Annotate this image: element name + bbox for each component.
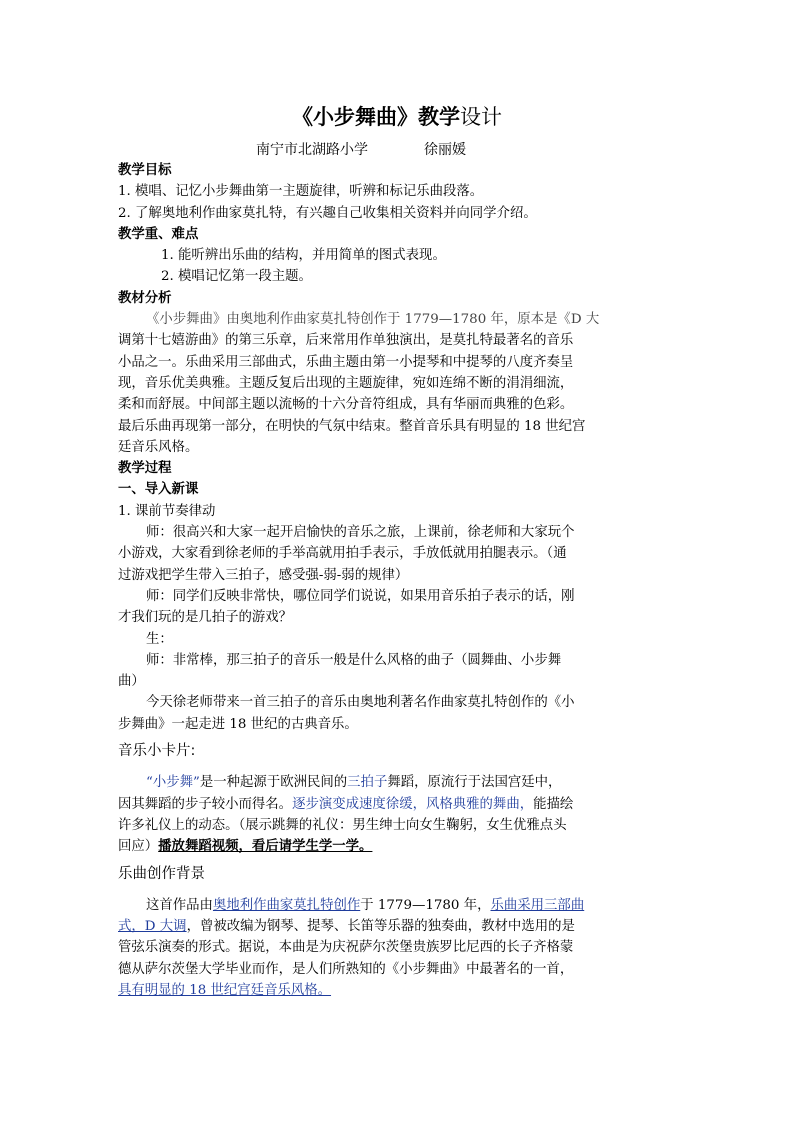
author-name: 徐丽媛 (424, 142, 466, 158)
background-link: 乐曲采用三部曲 (490, 897, 585, 913)
background-heading: 乐曲创作背景 (118, 865, 205, 882)
key-item-1: 1. 能听辨出乐曲的结构，并用简单的图式表现。 (161, 248, 446, 264)
analysis-line: 调第十七嬉游曲》的第三乐章，后来常用作单独演出，是莫扎特最著名的音乐 (118, 333, 574, 349)
background-text: ，曾被改编为钢琴、提琴、长笛等乐器的独奏曲，教材中选用的是 (186, 919, 575, 935)
process-paragraph: 曲） (118, 674, 145, 690)
process-heading: 教学过程 (118, 461, 172, 477)
author-school: 南宁市北湖路小学 (256, 142, 368, 158)
key-item-2: 2. 模唱记忆第一段主题。 (161, 269, 312, 285)
document-body (118, 160, 673, 1001)
title-regular-part: 设计 (460, 105, 502, 129)
card-text: 舞蹈，原流行于法国宫廷中， (387, 775, 562, 791)
title-bold-part: 《小步舞曲》教学 (292, 105, 460, 129)
process-paragraph: 小游戏，大家看到徐老师的手举高就用拍手表示，手放低就用拍腿表示。（通 (118, 546, 567, 562)
spacer (118, 762, 673, 772)
card-term: “小步舞” (146, 775, 200, 791)
background-line (118, 980, 673, 1001)
card-text: 是一种起源于欧洲民间的 (199, 775, 348, 791)
goal-item-2: 2. 了解奥地利作曲家莫扎特，有兴趣自己收集相关资料并向同学介绍。 (118, 205, 537, 221)
card-text: 因其舞蹈的步子较小而得名。 (118, 796, 293, 812)
analysis-heading: 教材分析 (118, 290, 172, 306)
page-title (0, 101, 794, 131)
card-text: 回应） (118, 839, 159, 855)
card-line (118, 836, 673, 857)
card-line (118, 794, 673, 815)
background-text: 于 1779—1780 年， (360, 897, 491, 913)
process-paragraph: 师：同学们反映非常快，哪位同学们说说，如果用音乐拍子表示的话，刚 (146, 588, 575, 604)
process-subheading: 一、导入新课 (118, 482, 199, 498)
background-line: 德从萨尔茨堡大学毕业而作，是人们所熟知的《小步舞曲》中最著名的一首， (118, 961, 574, 977)
analysis-line: 廷音乐风格。 (118, 439, 199, 455)
process-paragraph: 步舞曲》一起走进 18 世纪的古典音乐。 (118, 716, 358, 732)
process-paragraph: 生： (146, 631, 173, 647)
card-emphasis: 播放舞蹈视频，看后请学生学一学。 (158, 838, 373, 855)
process-paragraph: 师：非常棒，那三拍子的音乐一般是什么风格的曲子（圆舞曲、小步舞 (146, 652, 562, 668)
card-heading: 音乐小卡片: (118, 743, 196, 760)
process-paragraph: 过游戏把学生带入三拍子，感受强-弱-弱的规律） (118, 567, 409, 583)
process-step: 1. 课前节奏律动 (118, 503, 216, 519)
background-link: 具有明显的 18 世纪宫廷音乐风格。 (118, 982, 332, 998)
analysis-line: 《小步舞曲》由奥地利作曲家莫扎特创作于 1779—1780 年，原本是《D 大 (146, 312, 600, 328)
goal-item-1: 1. 模唱、记忆小步舞曲第一主题旋律，听辨和标记乐曲段落。 (118, 184, 484, 200)
background-line (118, 916, 673, 937)
background-link: 式，D 大调 (118, 919, 187, 935)
spacer (118, 885, 673, 895)
background-line (118, 895, 673, 916)
analysis-line: 现，音乐优美典雅。主题反复后出现的主题旋律，宛如连绵不断的涓涓细流， (118, 375, 574, 391)
goals-heading: 教学目标 (118, 163, 172, 178)
analysis-line: 小品之一。乐曲采用三部曲式，乐曲主题由第一小提琴和中提琴的八度齐奏呈 (118, 354, 574, 370)
background-link: 奥地利作曲家莫扎特创作 (212, 897, 361, 913)
background-line: 管弦乐演奏的形式。据说，本曲是为庆祝萨尔茨堡贵族罗比尼西的长子齐格蒙 (118, 940, 574, 956)
card-term: 三拍子 (347, 775, 388, 791)
analysis-line: 最后乐曲再现第一部分，在明快的气氛中结束。整首音乐具有明显的 18 世纪宫 (118, 418, 586, 434)
process-paragraph: 才我们玩的是几拍子的游戏？ (118, 610, 293, 626)
card-text: 能描绘 (533, 796, 574, 812)
process-paragraph: 师：很高兴和大家一起开启愉快的音乐之旅，上课前，徐老师和大家玩个 (146, 525, 575, 541)
author-line (256, 139, 466, 159)
process-paragraph: 今天徐老师带来一首三拍子的音乐由奥地利著名作曲家莫扎特创作的《小 (146, 695, 575, 711)
card-term: 逐步演变成速度徐缓，风格典雅的舞曲， (292, 796, 534, 812)
card-line: 许多礼仪上的动态。（展示跳舞的礼仪：男生绅士向女生鞠躬，女生优雅点头 (118, 817, 567, 833)
analysis-line: 柔和而舒展。中间部主题以流畅的十六分音符组成，具有华丽而典雅的色彩。 (118, 397, 574, 413)
card-line (118, 772, 673, 793)
key-heading: 教学重、难点 (118, 226, 199, 242)
background-text: 这首作品由 (146, 897, 213, 913)
